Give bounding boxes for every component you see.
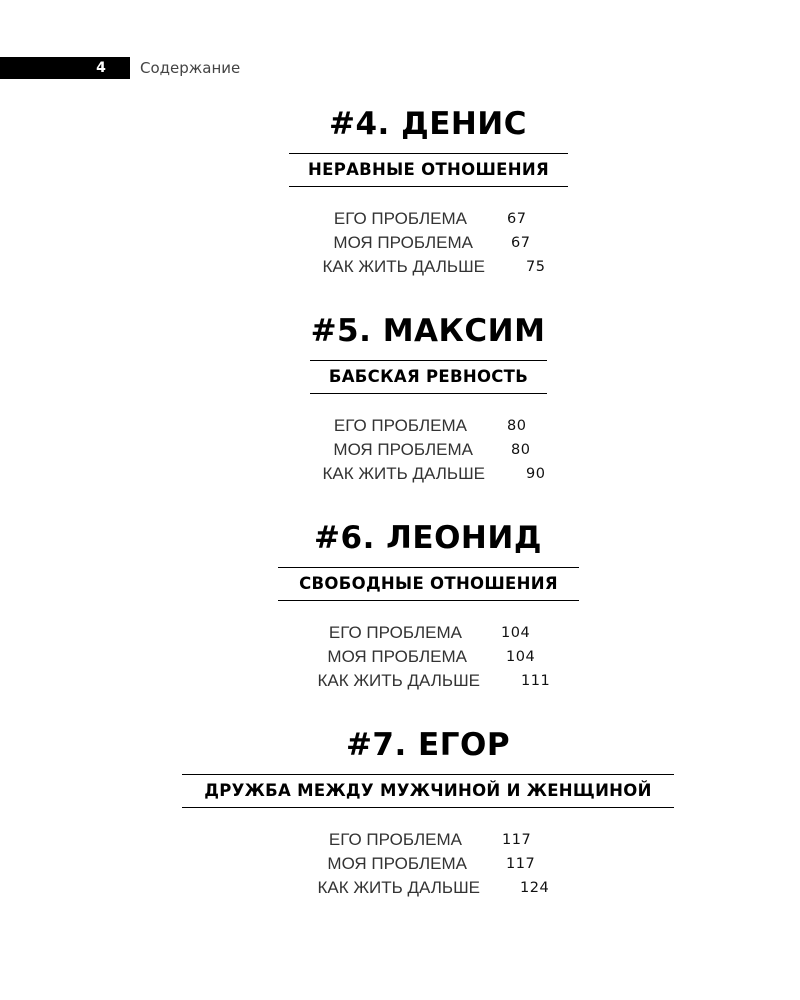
toc-entry-label: ЕГО ПРОБЛЕМА [333, 209, 467, 228]
toc-entry-label: КАК ЖИТЬ ДАЛЬШЕ [317, 671, 480, 690]
toc-entry[interactable] [0, 645, 800, 669]
toc-entry[interactable] [0, 438, 800, 462]
toc-entry[interactable] [0, 414, 800, 438]
toc-entry-page: 67 [511, 235, 531, 251]
toc-entry-page: 124 [520, 880, 550, 896]
chapter-title: #6. ЛЕОНИД [314, 520, 542, 556]
toc-entry-page: 104 [501, 625, 531, 641]
toc-entry-page: 117 [502, 832, 532, 848]
toc-entry-label: ЕГО ПРОБЛЕМА [333, 416, 467, 435]
toc-entry[interactable] [0, 255, 800, 279]
toc-entry-page: 111 [521, 673, 551, 689]
chapter-subtitle-box [289, 153, 568, 187]
toc-entry[interactable] [0, 621, 800, 645]
chapter-subtitle-box [182, 774, 674, 808]
toc-entry-label: МОЯ ПРОБЛЕМА [333, 440, 473, 459]
toc-entry[interactable] [0, 669, 800, 693]
toc-entry-label: КАК ЖИТЬ ДАЛЬШЕ [322, 464, 485, 483]
chapter-subtitle: БАБСКАЯ РЕВНОСТЬ [328, 367, 529, 386]
toc-entry[interactable] [0, 828, 800, 852]
page-number: 4 [96, 60, 106, 76]
toc-entry[interactable] [0, 231, 800, 255]
toc-entry-label: ЕГО ПРОБЛЕМА [328, 623, 462, 642]
toc-entry-label: МОЯ ПРОБЛЕМА [327, 854, 467, 873]
toc-entry-page: 75 [526, 259, 546, 275]
chapter-subtitle-box [278, 567, 579, 601]
toc-entry-label: МОЯ ПРОБЛЕМА [327, 647, 467, 666]
page-number-bar [0, 57, 130, 79]
chapter-subtitle: НЕРАВНЫЕ ОТНОШЕНИЯ [308, 160, 549, 179]
chapter-title: #4. ДЕНИС [328, 106, 528, 142]
chapter-title: #5. МАКСИМ [310, 313, 546, 349]
toc-entry-label: КАК ЖИТЬ ДАЛЬШЕ [317, 878, 480, 897]
toc-entry-label: ЕГО ПРОБЛЕМА [328, 830, 462, 849]
toc-entry-page: 80 [511, 442, 531, 458]
chapter-subtitle-box [310, 360, 547, 394]
chapter-subtitle: ДРУЖБА МЕЖДУ МУЖЧИНОЙ И ЖЕНЩИНОЙ [204, 781, 652, 800]
toc-entry[interactable] [0, 876, 800, 900]
toc-entry[interactable] [0, 207, 800, 231]
toc-entry-page: 90 [526, 466, 546, 482]
toc-entry[interactable] [0, 852, 800, 876]
toc-entry-label: КАК ЖИТЬ ДАЛЬШЕ [322, 257, 485, 276]
toc-entry-label: МОЯ ПРОБЛЕМА [333, 233, 473, 252]
toc-entry[interactable] [0, 462, 800, 486]
chapter-subtitle: СВОБОДНЫЕ ОТНОШЕНИЯ [299, 574, 558, 593]
toc-entry-page: 117 [506, 856, 536, 872]
toc-entry-page: 80 [507, 418, 527, 434]
toc-entry-page: 67 [507, 211, 527, 227]
section-title: Содержание [140, 59, 241, 77]
toc-entry-page: 104 [506, 649, 536, 665]
chapter-title: #7. ЕГОР [345, 727, 511, 763]
